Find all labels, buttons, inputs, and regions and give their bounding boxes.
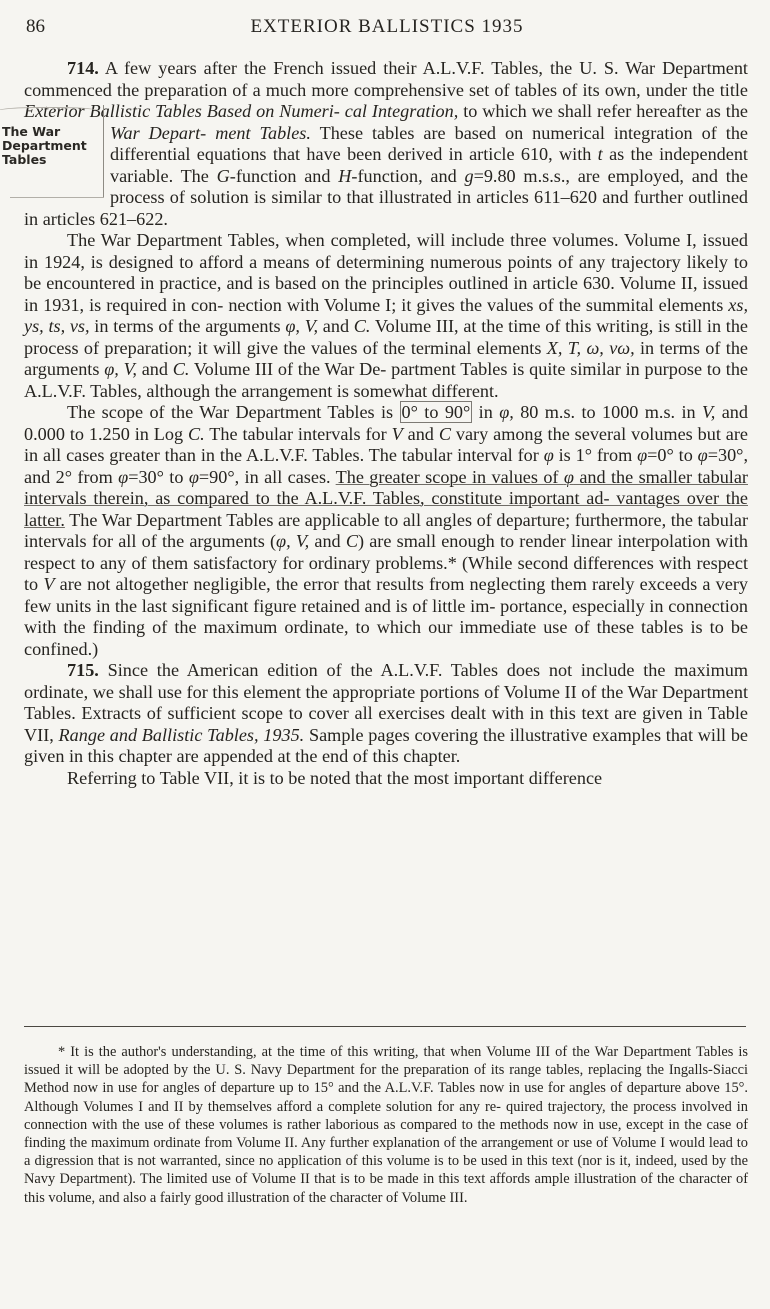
paragraph-text: A few years after the French issued their A.L.V.F. Tables, the U. S. War Department commenced the preparation of a much more comprehensive set of tables of its own, under the title: [24, 58, 748, 100]
paragraph-text: The tabular intervals for: [204, 423, 392, 444]
math-variable: φ: [188, 466, 199, 487]
section-number-715: 715.: [67, 660, 99, 680]
paragraph-text: and 0.000 to 1.250 in Log: [24, 402, 748, 444]
paragraph-text: Sample pages covering the illustrative examples that will be given in this chapter are appended at the end of this chapter.: [24, 724, 749, 766]
page-header: [26, 14, 748, 40]
math-variable: V: [43, 574, 55, 594]
paragraph-text: 80 m.s. to 1000 m.s. in: [513, 402, 703, 422]
math-summital-elements: xs, ys, ts, vs,: [24, 294, 748, 336]
math-variable: φ: [697, 445, 708, 465]
footnote: * It is the author's understanding, at the time of this writing, that when Volume III of the War Department Tables is issued it will be adopted by the U. S. Navy Department for the preparation of its range tables, replacing the Ingalls-Siacci Method now in use for angles of departure up to 15° and the A.L.V.F. Tables now in use for angles of departure above 15°. Although Volumes I and II by themselves afford a complete solution for any re- quired trajectory, the process involved in connection with the use of these volumes is rather laborious as compared to the methods now in use, except in the case of finding the maximum ordinate from Volume II. Any further explanation of the arrangement or use of Volume I would lead to a digression that is not warranted, since no application of this volume is to be used in this text (nor is it, indeed, used by the Navy Department). The limited use of Volume II that is to be made in this text affords ample illustration of the character of this volume, and also a fairly good illustration of the character of Volume III.: [24, 1044, 748, 1206]
running-head: EXTERIOR BALLISTICS 1935: [250, 16, 524, 37]
paragraph-text: ) are small enough to render linear interpolation with respect to any of them satisfactory for ordinary problems.* (While second differences with respect to: [24, 531, 749, 594]
paragraph-text: is 1° from: [553, 445, 638, 465]
italic-short-title: War Depart- ment Tables.: [110, 122, 311, 143]
paragraph-text: in: [472, 402, 500, 422]
math-variable: C.: [172, 359, 190, 379]
math-variable: H: [338, 165, 352, 186]
paragraph-text: These tables are based on numerical integration of the differential equations that have been derived in article 610, with: [110, 122, 748, 164]
paragraph-text: and: [136, 359, 173, 379]
paragraph-text: Volume III, at the time of this writing, is still in the process of preparation; it will give the values of the terminal elements: [24, 316, 749, 358]
underlined-text: and the smaller tabular intervals therein, as compared to the A.L.V.F. Tables, constitute important ad- vantages over the latter.: [24, 466, 748, 530]
math-variable: V: [391, 423, 403, 444]
math-variable: G: [216, 165, 230, 186]
math-variable: C.: [188, 423, 205, 444]
math-variable: C.: [353, 316, 371, 336]
paragraph-text: =30° to: [128, 466, 189, 487]
pencil-boxed-text: 0° to 90°: [401, 402, 471, 422]
paragraph-text: The War Department Tables, when completed, will include three volumes. Volume I, issued in 1924, is designed to afford a means of determining numerous points of any trajectory likely to be encountered in practice, and is based on the principles outlined in article 630. Volume II, issued in 1931, is required in con- nection with Volume I; it gives the values of the summital elements: [24, 230, 748, 315]
paragraph-715: [24, 660, 748, 768]
paragraph-text: The War Department Tables are applicable to all angles of departure; furthermore, the tabular intervals for all of the arguments (: [24, 509, 748, 551]
math-variable: φ: [563, 466, 574, 487]
paragraph-text: Volume III of the War De- partment Tables is quite similar in purpose to the A.L.V.F. Tables, although the arrangement is somewhat different.: [24, 359, 749, 401]
math-arguments: φ, V,: [285, 316, 319, 336]
paragraph-714: [2, 58, 748, 230]
math-arguments: φ, V,: [104, 359, 137, 379]
paragraph-text: =0° to: [647, 445, 698, 465]
math-variable: t: [597, 144, 603, 164]
math-variable: φ: [543, 445, 554, 465]
paragraph-text: and: [318, 316, 354, 336]
paragraph-text: Since the American edition of the A.L.V.F. Tables does not include the maximum ordinate, we shall use for this element the appropriate portions of Volume II of the War Department Tables. Extracts of sufficient scope to cover all exercises dealt with in this text are given in Table VII,: [24, 660, 748, 745]
footnote-rule: [24, 1026, 746, 1027]
paragraph-text: and: [309, 531, 346, 551]
italic-title: Range and Ballistic Tables, 1935.: [58, 724, 305, 745]
paragraph-text: in terms of the arguments: [89, 316, 286, 336]
math-variable: C: [438, 423, 451, 444]
body-text: [2, 58, 749, 789]
underlined-text: The greater scope in values of: [335, 466, 564, 487]
paragraph-text: are not altogether negligible, the error that results from neglecting them rarely exceeds a very few units in the last significant figure retained and is of little im- portance, especially in connection with the finding of the maximum ordinate, to which our immediate use of these tables is to be confined.): [24, 574, 748, 659]
section-number-714: 714.: [67, 58, 99, 78]
paragraph-text: in terms of the arguments: [24, 337, 748, 379]
paragraph-scope: [24, 402, 748, 660]
math-variable: φ: [118, 466, 129, 487]
bracket-top: [0, 107, 100, 118]
page-number: 86: [26, 16, 45, 37]
paragraph-text: Referring to Table VII, it is to be noted that the most important difference: [67, 767, 603, 788]
paragraph-text: =30°, and 2° from: [24, 445, 748, 487]
bracket-right: [103, 105, 106, 197]
paragraph-text: vary among the several volumes but are in all cases greater than in the A.L.V.F. Tables. The tabular interval for: [24, 423, 749, 465]
math-variable: φ: [637, 445, 648, 465]
math-variable: g: [464, 165, 474, 186]
math-variable: C: [345, 531, 358, 551]
paragraph-text: -function and: [229, 165, 339, 186]
marginal-note-box: [0, 101, 104, 200]
paragraph-text: to which we shall refer hereafter as the: [458, 101, 748, 121]
paragraph-text: =90°, in all cases.: [198, 466, 336, 487]
paragraph-table-vii: [24, 768, 748, 790]
math-terminal-elements: X, T, ω, vω,: [546, 337, 635, 358]
italic-title: Exterior Ballistic Tables Based on Numeri- cal Integration,: [24, 101, 459, 121]
paragraph-text: as the independent variable. The: [110, 144, 748, 186]
paragraph-text: =9.80 m.s.s., are employed, and the process of solution is similar to that illustrated in articles 611–620 and further outlined in articles 621–622.: [24, 165, 748, 229]
math-arguments: φ, V,: [276, 531, 310, 551]
paragraph-text: -function, and: [351, 165, 465, 186]
math-variable: φ,: [499, 402, 514, 422]
marginal-note: The War Department Tables: [2, 124, 87, 167]
paragraph-text: and: [402, 423, 439, 444]
paragraph-text: The scope of the War Department Tables is: [67, 402, 400, 422]
math-variable: V,: [702, 402, 716, 422]
bracket-bottom: [10, 197, 104, 198]
paragraph-volumes: [24, 230, 748, 402]
